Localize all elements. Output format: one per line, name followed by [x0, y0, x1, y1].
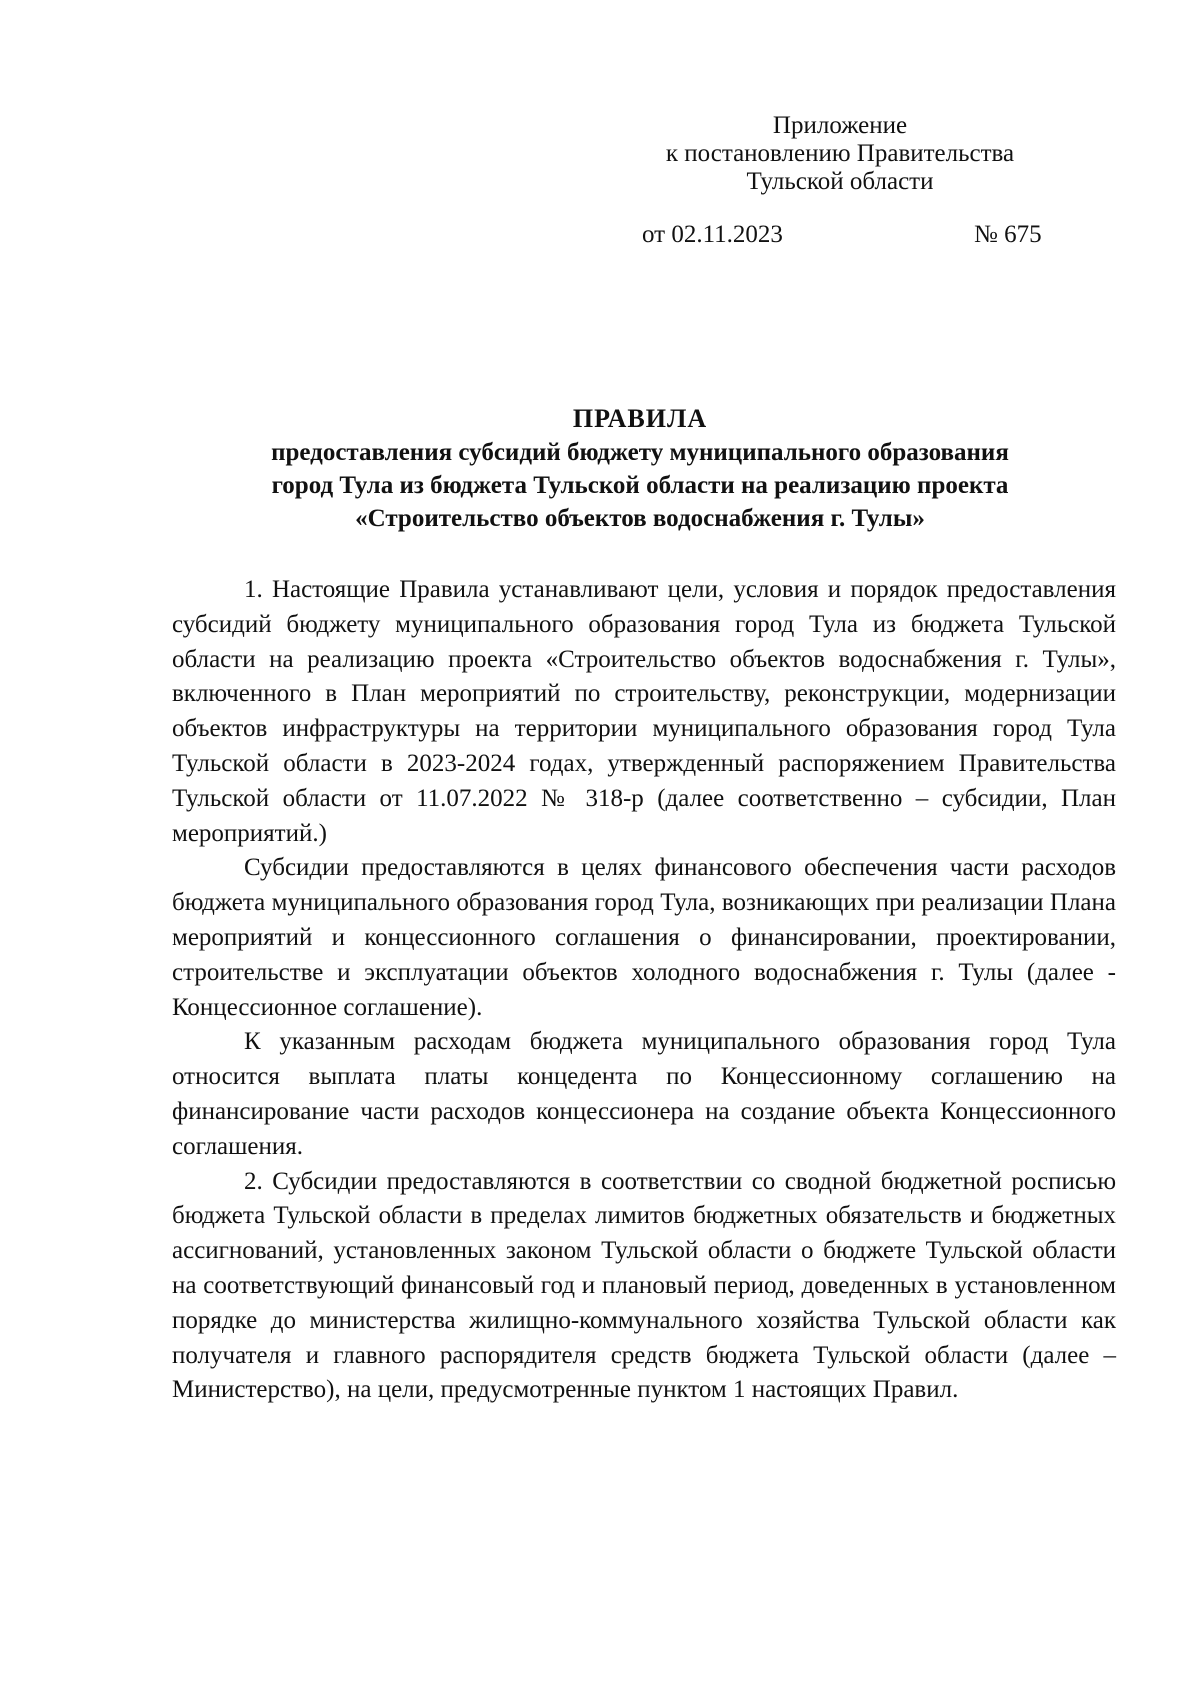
resolution-number: № 675 — [974, 221, 1042, 248]
appendix-line: к постановлению Правительства — [665, 140, 1015, 167]
appendix-line: Приложение — [772, 112, 908, 139]
title-subtitle-line: город Тула из бюджета Тульской области на реализацию проекта — [271, 472, 1009, 499]
document-body — [172, 573, 1116, 1408]
title-subtitle-line: предоставления субсидий бюджету муниципального образования — [271, 439, 1009, 466]
paragraph-3: К указанным расходам бюджета муниципального образования город Тула относится выплата платы концедента по Концессионному соглашению на финансирование части расходов концессионера на создание объекта Концессионного соглашения. — [172, 1028, 1116, 1160]
document-title — [160, 402, 1120, 535]
paragraph-4: 2. Субсидии предоставляются в соответствии со сводной бюджетной росписью бюджета Тульской области в пределах лимитов бюджетных обязательств и бюджетных ассигнований, установленных законом Тульской области о бюджете Тульской области на соответствующий финансовый год и плановый период, доведенных в установленном порядке до министерства жилищно-коммунального хозяйства Тульской области как получателя и главного распорядителя средств бюджета Тульской области (далее – Министерство), на цели, предусмотренные пунктом 1 настоящих Правил. — [172, 1167, 1116, 1404]
appendix-header — [620, 112, 1060, 196]
paragraph-1: 1. Настоящие Правила устанавливают цели, условия и порядок предоставления субсидий бюджету муниципального образования город Тула из бюджета Тульской области на реализацию проекта «Строительство объектов водоснабжения г. Тулы», включенного в План мероприятий по строительству, реконструкции, модернизации объектов инфраструктуры на территории муниципального образования город Тула Тульской области в 2023-2024 годах, утвержденный распоряжением Правительства Тульской области от 11.07.2022 № 318-р (далее соответственно – субсидии, План мероприятий.) — [172, 576, 1116, 847]
appendix-line: Тульской области — [746, 168, 934, 195]
paragraph-2: Субсидии предоставляются в целях финансового обеспечения части расходов бюджета муниципального образования город Тула, возникающих при реализации Плана мероприятий и концессионного соглашения о финансировании, проектировании, строительстве и эксплуатации объектов холодного водоснабжения г. Тулы (далее - Концессионное соглашение). — [172, 854, 1116, 1021]
resolution-date: от 02.11.2023 — [642, 221, 783, 248]
title-main: ПРАВИЛА — [572, 404, 708, 433]
title-subtitle-line: «Строительство объектов водоснабжения г. Тулы» — [355, 505, 925, 532]
